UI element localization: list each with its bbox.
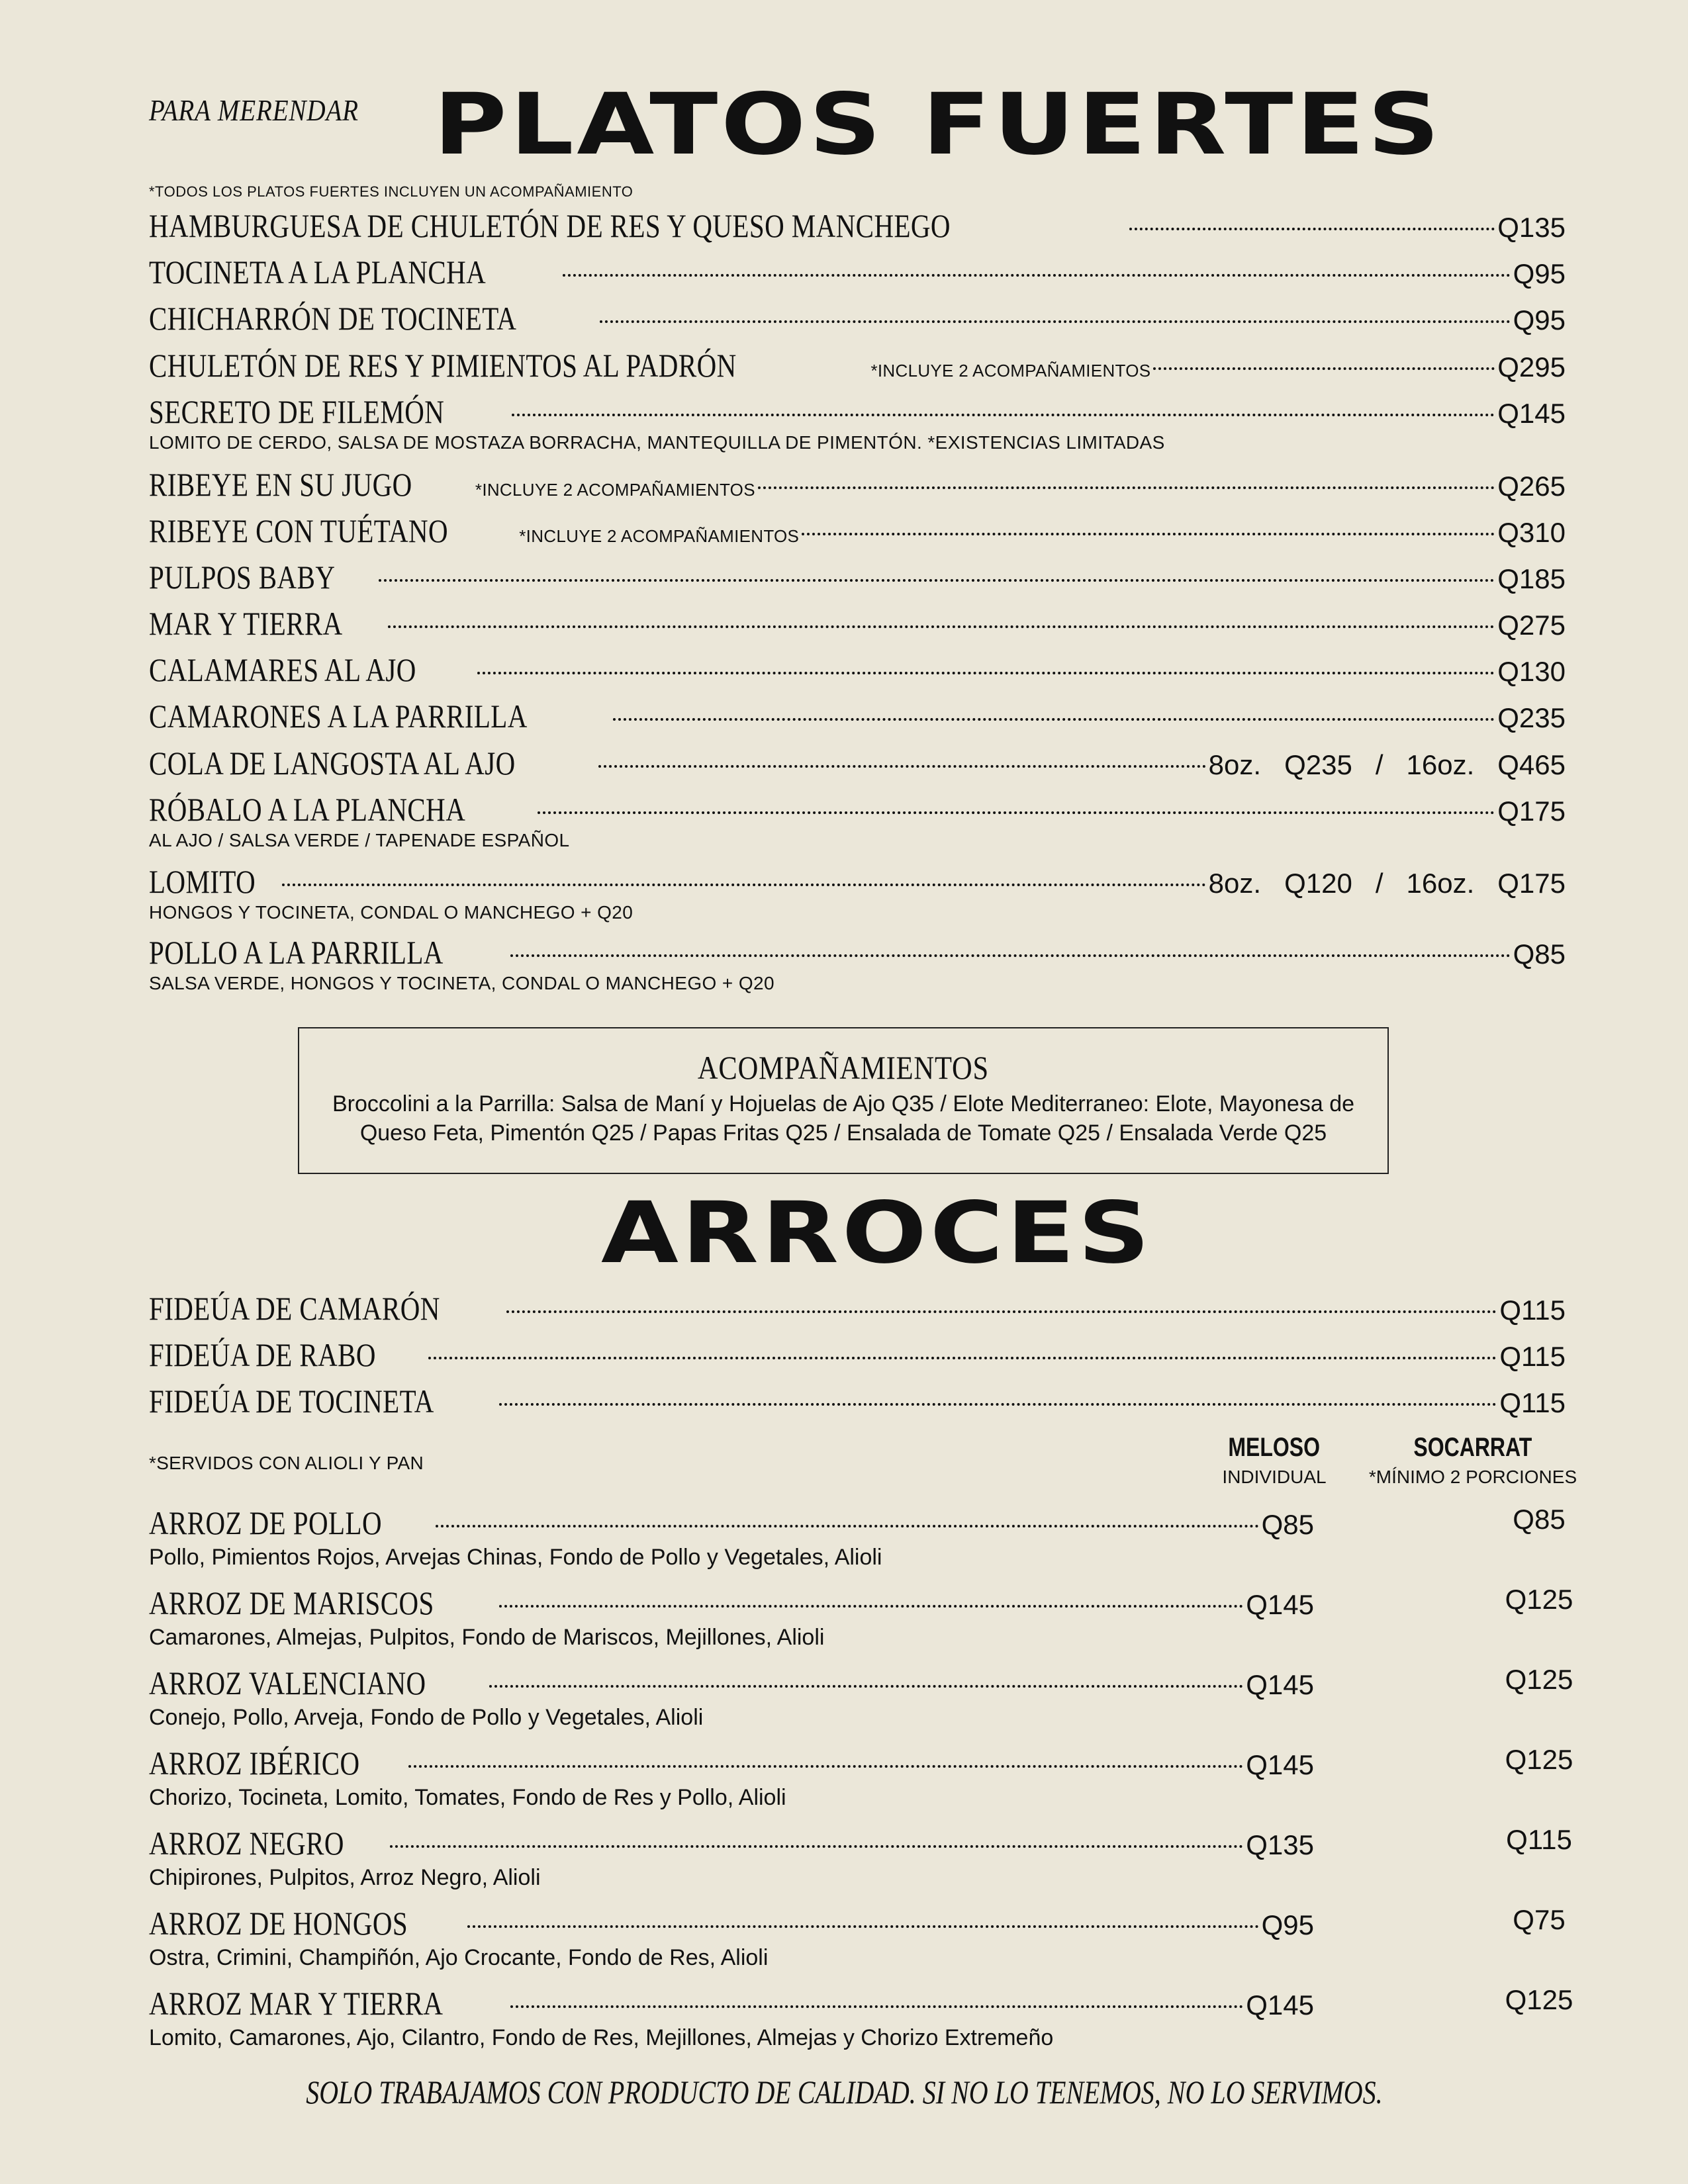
- plato-price: Q265: [1497, 471, 1566, 502]
- dot-leader: [538, 811, 1495, 814]
- plato-note: *INCLUYE 2 ACOMPAÑAMIENTOS: [519, 526, 800, 546]
- plato-line: [149, 862, 1566, 901]
- plato-line: [149, 604, 1566, 643]
- arroz-desc: Chipirones, Pulpitos, Arroz Negro, Alioli: [149, 1865, 541, 1890]
- arroz-name: ARROZ DE MARISCOS: [149, 1584, 434, 1621]
- arroz-desc: Camarones, Almejas, Pulpitos, Fondo de Mariscos, Mejillones, Alioli: [149, 1625, 825, 1650]
- arroz-line: [149, 1744, 1314, 1782]
- plato-price: 8oz. Q235 / 16oz. Q465: [1208, 749, 1566, 780]
- plato-price: Q175: [1497, 796, 1566, 827]
- dot-leader: [512, 414, 1495, 416]
- plato-price: Q85: [1513, 938, 1566, 970]
- arroz-meloso-price: Q135: [1246, 1829, 1314, 1860]
- plato-line: [149, 206, 1566, 245]
- dot-leader: [489, 1685, 1243, 1688]
- dot-leader: [282, 884, 1206, 886]
- dot-leader: [379, 579, 1495, 582]
- socarrat-header: [1364, 1433, 1582, 1488]
- acompanamientos-text: Broccolini a la Parrilla: Salsa de Maní y Hojuelas de Ajo Q35 / Elote Mediterraneo: Elote, Mayonesa de Queso Feta, Pimentón Q25 / Papas Fritas Q25 / Ensalada de Tomate Q25 / Ensalada Verde Q25: [332, 1091, 1355, 1146]
- dot-leader: [598, 765, 1206, 768]
- dot-leader: [1153, 367, 1495, 370]
- plato-price: Q135: [1497, 212, 1566, 243]
- dot-leader: [1129, 228, 1495, 230]
- arroz-name: ARROZ VALENCIANO: [149, 1664, 426, 1702]
- dot-leader: [600, 320, 1510, 323]
- plato-name: COLA DE LANGOSTA AL AJO: [149, 745, 516, 782]
- served-note: *SERVIDOS CON ALIOLI Y PAN: [149, 1453, 424, 1473]
- plato-name-wrap: [149, 604, 385, 643]
- acompanamientos-title: ACOMPAÑAMIENTOS: [697, 1049, 990, 1086]
- fideua-row: [149, 1382, 1566, 1428]
- plato-row: [149, 465, 1566, 512]
- dot-leader: [510, 2005, 1243, 2008]
- arroz-name: ARROZ IBÉRICO: [149, 1745, 360, 1782]
- arroz-socarrat-price: Q125: [1505, 1984, 1573, 2015]
- plato-name-wrap: [149, 512, 514, 550]
- plato-row: [149, 392, 1566, 453]
- plato-price: Q95: [1513, 258, 1566, 289]
- plato-name-wrap: [149, 253, 560, 291]
- plato-name: RIBEYE CON TUÉTANO: [149, 512, 449, 549]
- plato-line: [149, 558, 1566, 596]
- plato-name-wrap: [149, 790, 535, 829]
- plato-name-wrap: [149, 862, 279, 901]
- plato-row: [149, 933, 1566, 993]
- plato-price: Q185: [1497, 563, 1566, 594]
- plato-note: *INCLUYE 2 ACOMPAÑAMIENTOS: [475, 480, 755, 500]
- plato-name-wrap: [149, 744, 596, 782]
- plato-price: Q95: [1513, 304, 1566, 336]
- arroz-socarrat-price: Q125: [1505, 1584, 1573, 1615]
- arroz-line: [149, 1504, 1314, 1542]
- platos-note: *TODOS LOS PLATOS FUERTES INCLUYEN UN ACOMPAÑAMIENTO: [149, 183, 633, 200]
- arroz-socarrat-price: Q115: [1506, 1824, 1572, 1855]
- plato-row: [149, 604, 1566, 651]
- plato-name: RÓBALO A LA PLANCHA: [149, 791, 466, 828]
- meloso-header: [1211, 1433, 1337, 1488]
- arroz-desc: Conejo, Pollo, Arveja, Fondo de Pollo y Vegetales, Alioli: [149, 1705, 704, 1730]
- dot-leader: [428, 1357, 1497, 1359]
- fideua-price: Q115: [1499, 1387, 1566, 1418]
- arroz-name-wrap: [149, 1664, 487, 1702]
- dot-leader: [467, 1925, 1259, 1928]
- plato-name: CAMARONES A LA PARRILLA: [149, 698, 528, 735]
- fideua-line: [149, 1382, 1566, 1420]
- plato-price: Q295: [1497, 351, 1566, 383]
- footer-label: SOLO TRABAJAMOS CON PRODUCTO DE CALIDAD. SI NO LO TENEMOS, NO LO SERVIMOS.: [305, 2073, 1383, 2111]
- fideua-line: [149, 1289, 1566, 1328]
- fideua-price: Q115: [1499, 1341, 1566, 1372]
- dot-leader: [477, 672, 1495, 674]
- arroz-meloso-price: Q145: [1246, 1589, 1314, 1620]
- arroces-title: ARROCES: [601, 1184, 1153, 1283]
- arroz-socarrat-price: Q75: [1513, 1904, 1566, 1935]
- plato-name-wrap: [149, 933, 508, 972]
- fideua-row: [149, 1336, 1566, 1382]
- arroz-desc: Pollo, Pimientos Rojos, Arvejas Chinas, Fondo de Pollo y Vegetales, Alioli: [149, 1545, 882, 1570]
- arroz-name: ARROZ DE POLLO: [149, 1504, 382, 1541]
- arroz-name-wrap: [149, 1744, 406, 1782]
- plato-row: [149, 558, 1566, 604]
- plato-line: [149, 465, 1566, 504]
- arroz-socarrat-price: Q125: [1505, 1664, 1573, 1695]
- acompanamientos-box: [298, 1027, 1389, 1174]
- arroz-meloso-price: Q145: [1246, 1749, 1314, 1780]
- plato-line: [149, 790, 1566, 829]
- socarrat-label: SOCARRAT: [1413, 1433, 1532, 1462]
- plato-row: [149, 206, 1566, 253]
- plato-price: 8oz. Q120 / 16oz. Q175: [1208, 868, 1566, 899]
- plato-name-wrap: [149, 651, 475, 689]
- arroz-name-wrap: [149, 1504, 433, 1542]
- plato-row: [149, 744, 1566, 790]
- plato-name-wrap: [149, 465, 470, 504]
- arroz-name-wrap: [149, 1824, 387, 1862]
- fideua-line: [149, 1336, 1566, 1374]
- arroz-row: [149, 1904, 1622, 1977]
- plato-price: Q130: [1497, 656, 1566, 687]
- plato-name-wrap: [149, 206, 1127, 245]
- arroz-desc: Ostra, Crimini, Champiñón, Ajo Crocante, Fondo de Res, Alioli: [149, 1945, 769, 1970]
- arroz-desc: Chorizo, Tocineta, Lomito, Tomates, Fondo de Res y Pollo, Alioli: [149, 1785, 786, 1810]
- plato-note: *INCLUYE 2 ACOMPAÑAMIENTOS: [870, 361, 1151, 381]
- plato-line: [149, 299, 1566, 338]
- arroz-line: [149, 1904, 1314, 1942]
- plato-name-wrap: [149, 346, 865, 385]
- dot-leader: [388, 625, 1495, 628]
- meloso-sub: INDIVIDUAL: [1222, 1467, 1327, 1487]
- arroz-socarrat-price: Q85: [1513, 1504, 1566, 1535]
- plato-name: CHULETÓN DE RES Y PIMIENTOS AL PADRÓN: [149, 347, 737, 384]
- plato-name-wrap: [149, 697, 610, 735]
- arroz-name: ARROZ DE HONGOS: [149, 1905, 408, 1942]
- arroz-row: [149, 1824, 1622, 1897]
- plato-row: [149, 862, 1566, 923]
- plato-line: [149, 651, 1566, 689]
- plato-name: LOMITO: [149, 863, 256, 900]
- plato-desc: LOMITO DE CERDO, SALSA DE MOSTAZA BORRACHA, MANTEQUILLA DE PIMENTÓN. *EXISTENCIAS LIMITADAS: [149, 432, 1165, 453]
- arroz-row: [149, 1744, 1622, 1817]
- fideua-row: [149, 1289, 1566, 1336]
- fideua-price: Q115: [1499, 1295, 1566, 1326]
- arroz-socarrat-price: Q125: [1505, 1744, 1573, 1775]
- plato-name-wrap: [149, 558, 376, 596]
- plato-price: Q235: [1497, 702, 1566, 733]
- meloso-label: MELOSO: [1228, 1433, 1321, 1462]
- fideua-name-wrap: [149, 1382, 496, 1420]
- dot-leader: [506, 1310, 1497, 1313]
- plato-name: RIBEYE EN SU JUGO: [149, 466, 412, 503]
- fideua-name: FIDEÚA DE CAMARÓN: [149, 1290, 440, 1327]
- plato-line: [149, 697, 1566, 735]
- arroz-row: [149, 1504, 1622, 1576]
- plato-price: Q145: [1497, 398, 1566, 429]
- kicker-text: PARA MERENDAR: [149, 93, 359, 127]
- plato-name-wrap: [149, 299, 597, 338]
- plato-row: [149, 512, 1566, 558]
- fideua-name: FIDEÚA DE TOCINETA: [149, 1383, 434, 1420]
- dot-leader: [408, 1765, 1243, 1768]
- platos-fuertes-title: PLATOS FUERTES: [434, 75, 1443, 174]
- arroz-name-wrap: [149, 1904, 465, 1942]
- dot-leader: [390, 1845, 1244, 1848]
- plato-name-wrap: [149, 392, 509, 431]
- footer-text: [0, 2073, 1688, 2111]
- plato-line: [149, 346, 1566, 385]
- plato-name: POLLO A LA PARRILLA: [149, 934, 444, 971]
- dot-leader: [758, 486, 1495, 489]
- plato-name: TOCINETA A LA PLANCHA: [149, 253, 487, 291]
- arroz-line: [149, 1584, 1314, 1622]
- dot-leader: [510, 954, 1510, 957]
- arroz-line: [149, 1824, 1314, 1862]
- plato-line: [149, 392, 1566, 431]
- plato-name: CALAMARES AL AJO: [149, 651, 416, 688]
- dot-leader: [802, 533, 1495, 535]
- plato-row: [149, 790, 1566, 850]
- plato-name: HAMBURGUESA DE CHULETÓN DE RES Y QUESO MANCHEGO: [149, 207, 951, 244]
- plato-name: MAR Y TIERRA: [149, 605, 343, 642]
- dot-leader: [436, 1525, 1258, 1527]
- plato-line: [149, 512, 1566, 550]
- dot-leader: [563, 274, 1511, 277]
- plato-line: [149, 933, 1566, 972]
- arroz-row: [149, 1584, 1622, 1657]
- plato-row: [149, 299, 1566, 345]
- fideua-name-wrap: [149, 1289, 504, 1328]
- arroz-desc: Lomito, Camarones, Ajo, Cilantro, Fondo de Res, Mejillones, Almejas y Chorizo Extremeño: [149, 2025, 1054, 2050]
- dot-leader: [499, 1403, 1497, 1406]
- arroz-row: [149, 1984, 1622, 2057]
- arroz-name-wrap: [149, 1984, 508, 2023]
- arroz-meloso-price: Q145: [1246, 1989, 1314, 2021]
- plato-row: [149, 346, 1566, 392]
- arroz-row: [149, 1664, 1622, 1737]
- plato-row: [149, 651, 1566, 697]
- plato-row: [149, 253, 1566, 299]
- arroz-name: ARROZ NEGRO: [149, 1825, 344, 1862]
- plato-name: SECRETO DE FILEMÓN: [149, 393, 445, 430]
- arroz-meloso-price: Q95: [1261, 1909, 1314, 1940]
- arroz-meloso-price: Q145: [1246, 1669, 1314, 1700]
- dot-leader: [499, 1605, 1243, 1608]
- plato-desc: SALSA VERDE, HONGOS Y TOCINETA, CONDAL O MANCHEGO + Q20: [149, 973, 774, 993]
- plato-name: CHICHARRÓN DE TOCINETA: [149, 300, 517, 337]
- plato-desc: HONGOS Y TOCINETA, CONDAL O MANCHEGO + Q20: [149, 902, 633, 923]
- arroz-line: [149, 1984, 1314, 2023]
- arroz-name-wrap: [149, 1584, 496, 1622]
- plato-desc: AL AJO / SALSA VERDE / TAPENADE ESPAÑOL: [149, 830, 570, 850]
- arroz-name: ARROZ MAR Y TIERRA: [149, 1985, 444, 2022]
- plato-price: Q275: [1497, 610, 1566, 641]
- fideua-name-wrap: [149, 1336, 426, 1374]
- plato-row: [149, 697, 1566, 743]
- dot-leader: [613, 718, 1495, 721]
- plato-line: [149, 744, 1566, 782]
- arroz-line: [149, 1664, 1314, 1702]
- plato-price: Q310: [1497, 517, 1566, 548]
- socarrat-sub: *MÍNIMO 2 PORCIONES: [1368, 1467, 1577, 1487]
- fideua-name: FIDEÚA DE RABO: [149, 1336, 376, 1373]
- plato-name: PULPOS BABY: [149, 559, 336, 596]
- plato-line: [149, 253, 1566, 291]
- arroz-meloso-price: Q85: [1261, 1509, 1314, 1540]
